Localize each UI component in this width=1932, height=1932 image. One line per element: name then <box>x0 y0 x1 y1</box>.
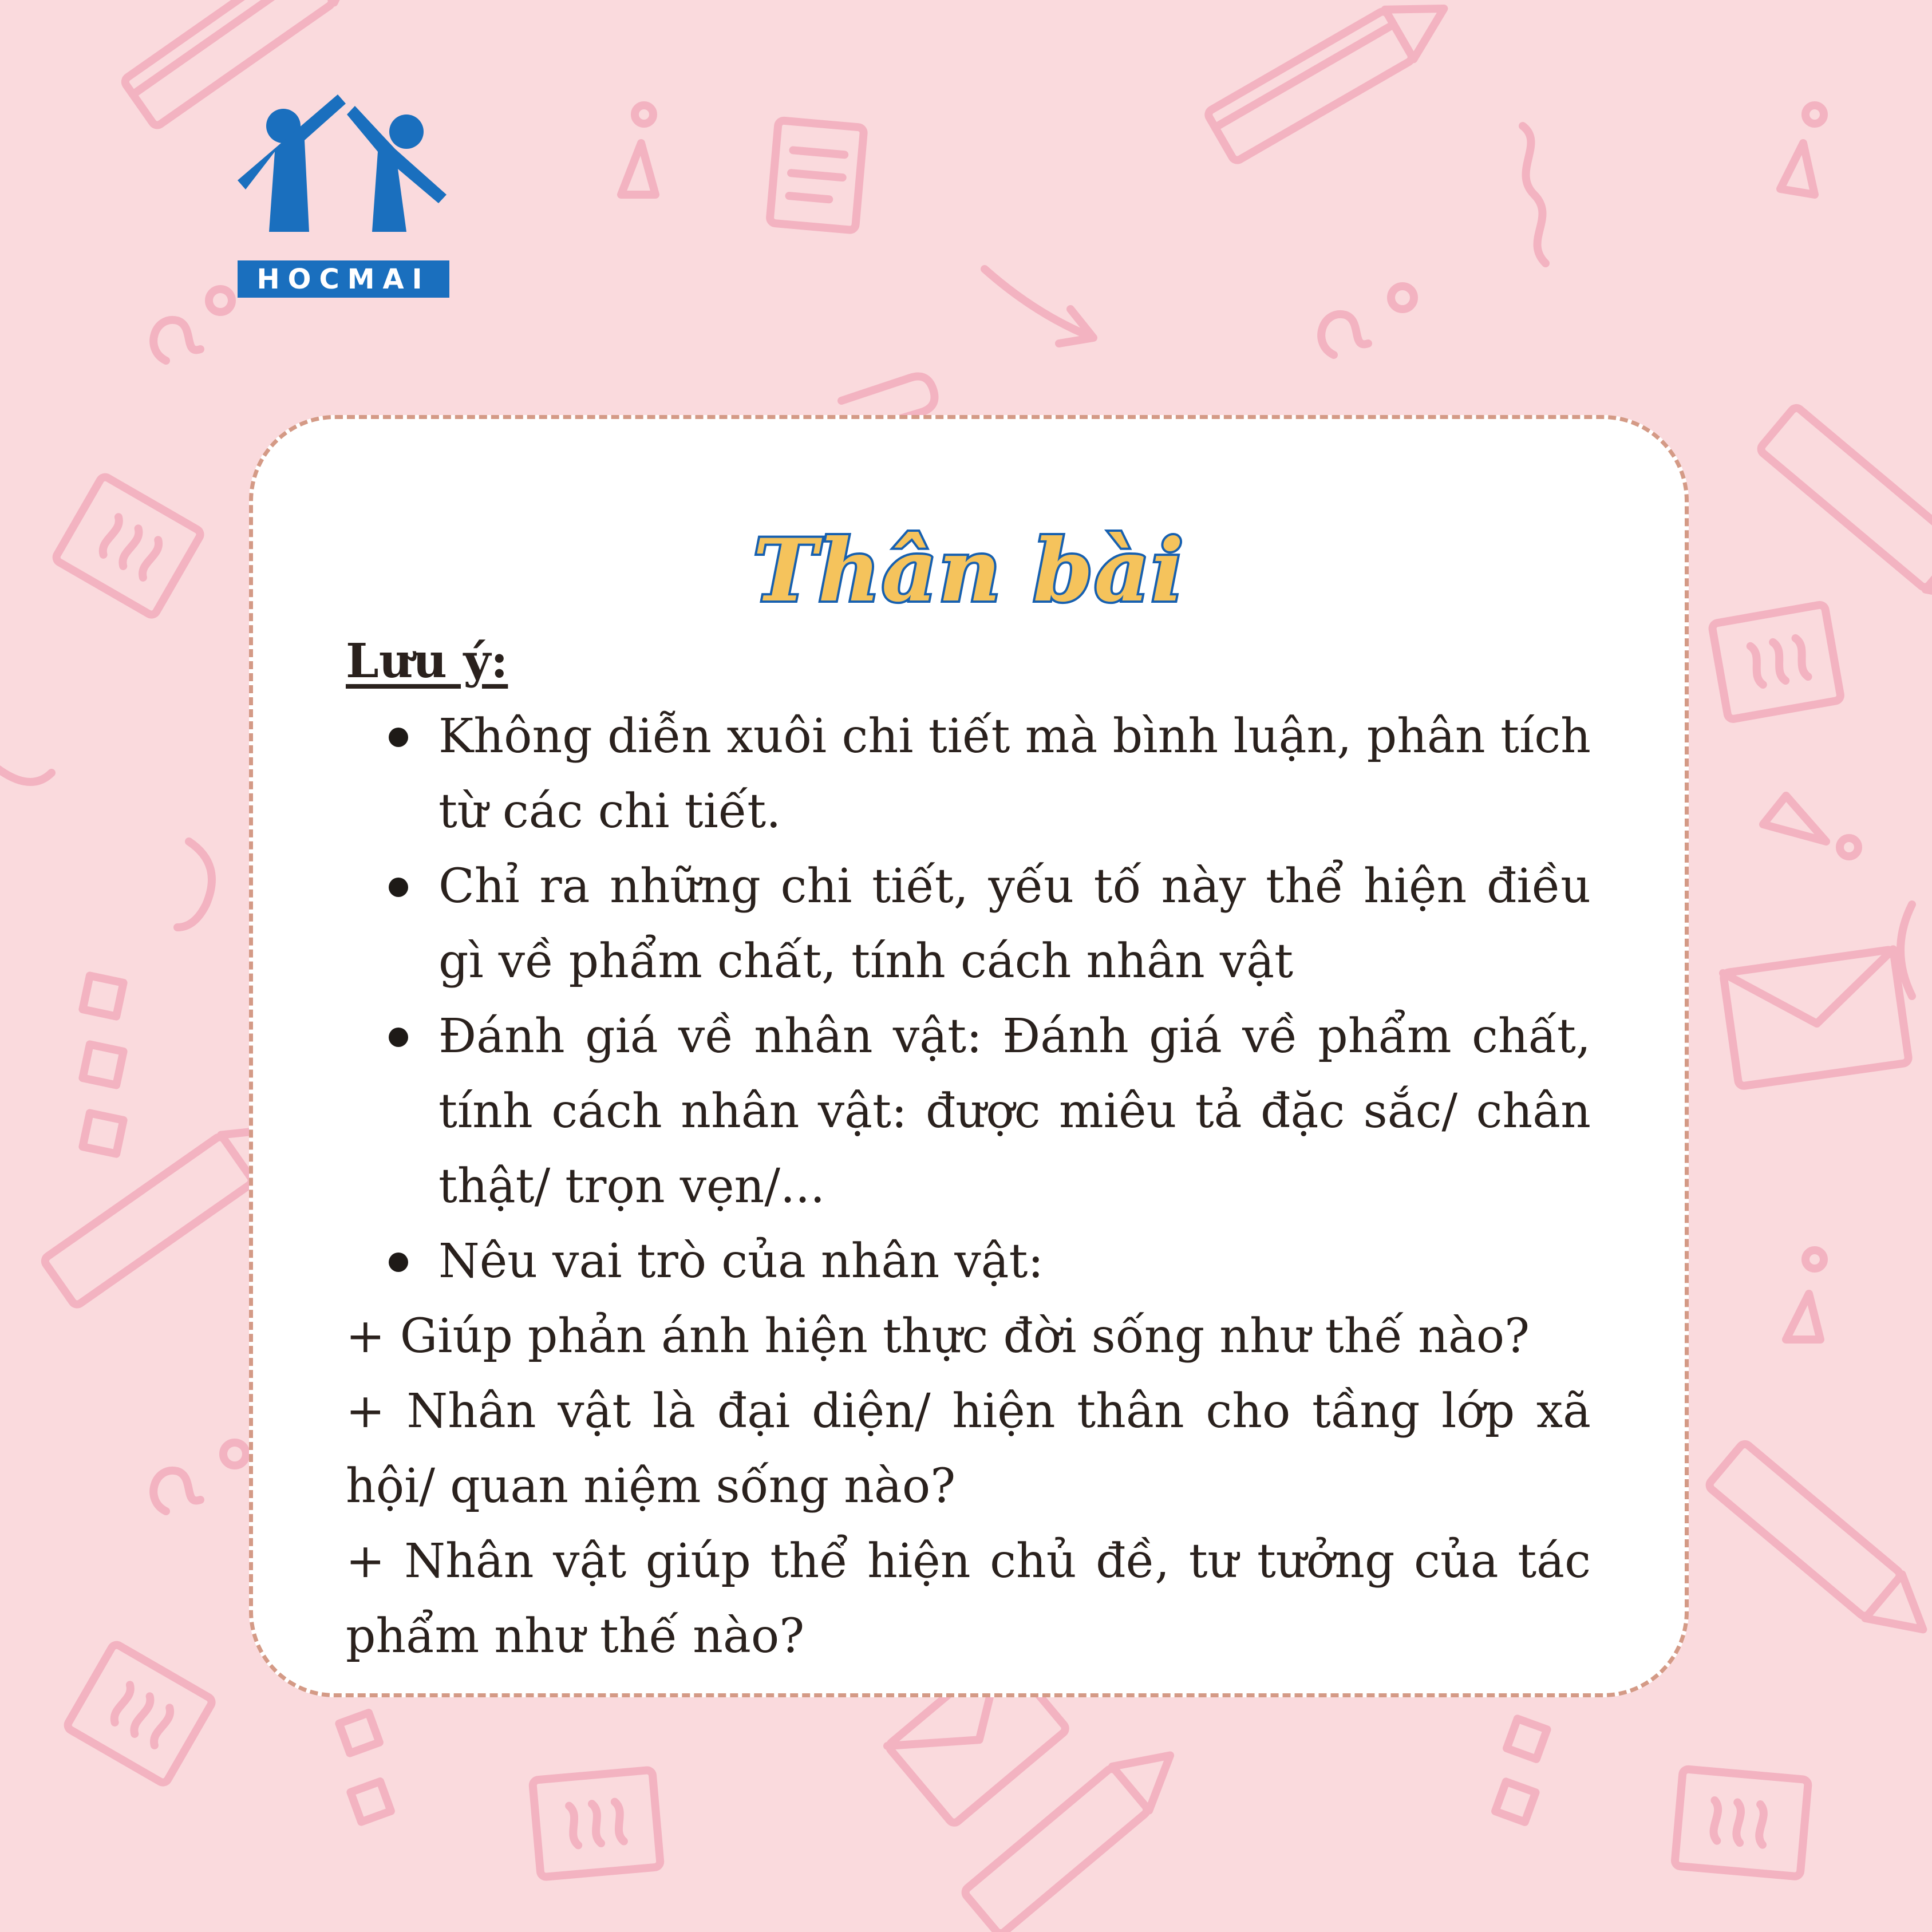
card-title: Thân bài <box>753 520 1185 621</box>
sub-point: + Giúp phản ánh hiện thực đời sống như thế nào? <box>346 1309 1530 1364</box>
circle-doodle <box>223 1443 246 1465</box>
bullet-item: Đánh giá về nhân vật: Đánh giá về phẩm chất, tính cách nhân vật: được miêu tả đặc sắc/ chân thật/ trọn vẹn/... <box>438 999 1591 1224</box>
square-doodle <box>1507 1718 1547 1759</box>
note-subheading: Lưu ý: <box>346 634 508 689</box>
pencil-doodle <box>1207 0 1459 162</box>
squiggle-doodle <box>1321 314 1368 355</box>
square-doodle <box>82 1044 123 1085</box>
bullet-item: Nêu vai trò của nhân vật: <box>438 1224 1591 1299</box>
arrow-doodle <box>0 761 52 782</box>
square-doodle <box>82 975 123 1016</box>
squiggle-doodle <box>1523 126 1546 263</box>
pencil-doodle <box>963 1733 1189 1932</box>
circle-doodle <box>209 289 232 312</box>
bullet-item: Chỉ ra những chi tiết, yếu tố này thể hiện điều gì về phẩm chất, tính cách nhân vật <box>438 849 1591 999</box>
note-doodle <box>1712 604 1841 720</box>
bracket-doodle <box>177 841 212 927</box>
note-doodle <box>769 120 864 230</box>
triangle-doodle <box>1763 796 1858 856</box>
logo-wordmark: HOCMAI <box>256 263 430 295</box>
square-doodle <box>339 1713 379 1753</box>
square-doodle <box>82 1113 123 1153</box>
pencil-doodle <box>1759 406 1932 623</box>
square-doodle <box>1495 1781 1535 1822</box>
hocmai-logo <box>235 89 452 298</box>
note-doodle <box>66 1643 214 1784</box>
triangle-doodle <box>621 105 655 195</box>
note-doodle <box>532 1770 661 1878</box>
arrow-doodle <box>985 269 1093 343</box>
square-doodle <box>350 1781 390 1822</box>
pencil-doodle <box>1708 1442 1932 1652</box>
squiggle-doodle <box>153 320 200 361</box>
note-doodle <box>54 475 202 617</box>
bullet-list <box>346 699 1591 1299</box>
content-card <box>249 415 1689 1697</box>
triangle-doodle <box>1786 1250 1824 1340</box>
bracket-doodle <box>1901 904 1912 996</box>
card-body <box>346 624 1591 1674</box>
bullet-item: Không diễn xuôi chi tiết mà bình luận, phân tích từ các chi tiết. <box>438 699 1591 849</box>
envelope-doodle <box>1723 949 1909 1086</box>
circle-doodle <box>1391 286 1414 309</box>
note-doodle <box>1674 1769 1808 1877</box>
squiggle-doodle <box>153 1471 200 1511</box>
sub-point: + Nhân vật là đại diện/ hiện thân cho tầng lớp xã hội/ quan niệm sống nào? <box>346 1384 1591 1514</box>
triangle-doodle <box>1780 105 1824 195</box>
sub-point: + Nhân vật giúp thể hiện chủ đề, tư tưởng của tác phẩm như thế nào? <box>346 1534 1591 1664</box>
